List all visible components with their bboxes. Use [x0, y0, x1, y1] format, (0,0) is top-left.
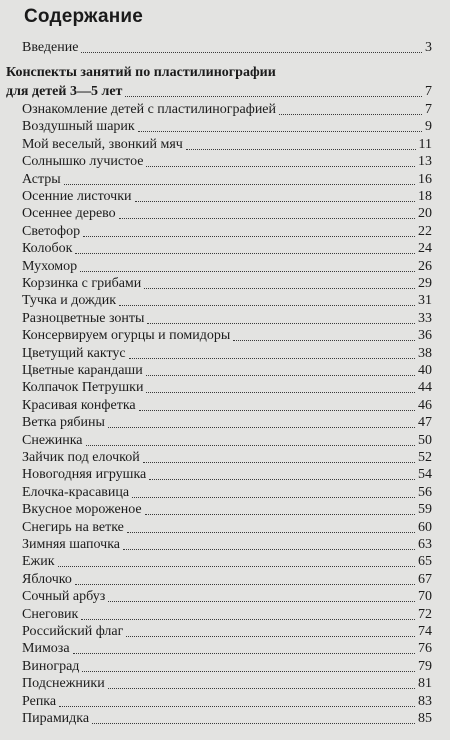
toc-entry-label: Цветущий кактус [22, 345, 126, 361]
toc-entry [22, 100, 432, 118]
toc-entry [22, 152, 432, 170]
dot-leader [81, 619, 415, 620]
toc-entry [22, 117, 432, 135]
toc-entry [22, 291, 432, 309]
toc-entry-label: Светофор [22, 223, 81, 239]
dot-leader [143, 462, 415, 463]
toc-entry-label: Ежик [22, 554, 55, 570]
toc-entry [22, 274, 432, 292]
toc-entry-page: 29 [418, 276, 432, 291]
toc-entry [22, 187, 432, 205]
dot-leader [86, 445, 415, 446]
toc-entry-page: 52 [418, 450, 432, 465]
toc-entry-page: 11 [418, 136, 432, 152]
dot-leader [108, 601, 415, 602]
dot-leader [83, 236, 415, 237]
dot-leader [138, 131, 422, 132]
toc-entry-page: 60 [418, 519, 432, 535]
toc-entry-page: 38 [418, 345, 432, 361]
page-title: Содержание [24, 6, 144, 27]
dot-leader [64, 184, 415, 185]
toc-entry [22, 239, 432, 257]
toc-entry [22, 500, 432, 518]
dot-leader [147, 323, 415, 324]
dot-leader [92, 723, 415, 724]
toc-entry-page: 85 [418, 711, 432, 726]
toc-entry-label: Зимняя шапочка [22, 537, 121, 552]
toc-entry-page: 31 [418, 293, 432, 309]
toc-entry [22, 326, 432, 344]
toc-entry-label: Зайчик под елочкой [22, 450, 140, 465]
toc-entry-page: 56 [418, 484, 432, 500]
section-heading-label: для детей 3—5 лет [6, 84, 123, 99]
dot-leader [127, 532, 415, 533]
dot-leader [73, 653, 415, 654]
toc-entry-page: 16 [418, 171, 432, 187]
toc-entry-label: Мой веселый, звонкий мяч [22, 136, 183, 152]
toc-entry [22, 605, 432, 623]
toc-entry-page: 50 [418, 432, 432, 448]
toc-entry [22, 657, 432, 675]
toc-entry-label: Подснежники [22, 676, 105, 692]
dot-leader [126, 636, 415, 637]
dot-leader [119, 218, 415, 219]
toc-entry-page: 18 [418, 189, 432, 204]
toc-entry-page: 74 [418, 624, 432, 639]
toc-entry-page: 76 [418, 641, 432, 657]
toc-entry-label: Яблочко [22, 571, 72, 587]
toc-entry [22, 413, 432, 431]
toc-entry-page: 79 [418, 658, 432, 674]
toc-entry-page: 9 [425, 119, 432, 135]
toc-entry-page: 47 [418, 415, 432, 431]
dot-leader [146, 375, 415, 376]
toc-entry [22, 378, 432, 396]
toc-entry-label: Тучка и дождик [22, 293, 117, 309]
toc-entry [22, 570, 432, 588]
toc-entry-page: 3 [425, 40, 432, 55]
toc-entry-label: Колобок [22, 241, 73, 257]
toc-entry [22, 692, 432, 710]
toc-entry-label: Воздушный шарик [22, 119, 135, 135]
toc-entry-page: 44 [418, 380, 432, 396]
toc-entry [22, 639, 432, 657]
dot-leader [123, 549, 415, 550]
dot-leader [125, 96, 422, 97]
toc-entry-label: Консервируем огурцы и помидоры [22, 328, 231, 344]
toc-entry [22, 344, 432, 362]
toc-entry [22, 552, 432, 570]
toc-entry-label: Введение [22, 40, 79, 55]
toc-entry [22, 709, 432, 727]
toc-entry-label: Колпачок Петрушки [22, 380, 144, 396]
toc-entry [22, 257, 432, 275]
toc-entry-label: Новогодняя игрушка [22, 467, 147, 483]
toc-entry-page: 83 [418, 693, 432, 709]
toc-entry-page: 63 [418, 537, 432, 552]
toc-entry-page: 72 [418, 606, 432, 622]
toc-entry-page: 65 [418, 554, 432, 570]
dot-leader [144, 288, 415, 289]
toc-entry [22, 674, 432, 692]
toc-entry [22, 135, 432, 153]
dot-leader [59, 706, 415, 707]
toc-entry [22, 431, 432, 449]
dot-leader [186, 149, 416, 150]
toc-entry [22, 587, 432, 605]
dot-leader [132, 497, 415, 498]
toc-entry-page: 67 [418, 571, 432, 587]
toc-entry-label: Осенние листочки [22, 189, 132, 204]
toc-entry-page: 22 [418, 223, 432, 239]
dot-leader [80, 271, 415, 272]
toc-entry-label: Снегирь на ветке [22, 519, 124, 535]
toc-entry-page: 40 [418, 363, 432, 378]
toc-entry-label: Корзинка с грибами [22, 276, 142, 291]
toc-entry [22, 483, 432, 501]
dot-leader [139, 410, 415, 411]
toc-entry-label: Цветные карандаши [22, 363, 143, 378]
toc-entry [22, 361, 432, 379]
toc-entry-label: Ознакомление детей с пластилинографией [22, 102, 277, 117]
toc-entry [22, 309, 432, 327]
toc-entry [22, 465, 432, 483]
toc-entry [22, 222, 432, 240]
toc-entry-page: 54 [418, 467, 432, 483]
dot-leader [146, 392, 415, 393]
dot-leader [146, 166, 415, 167]
toc-entry-label: Российский флаг [22, 624, 124, 639]
dot-leader [75, 253, 415, 254]
toc-entry-page: 70 [418, 589, 432, 605]
toc-entry [22, 622, 432, 640]
dot-leader [81, 52, 422, 53]
toc-entry-page: 59 [418, 502, 432, 518]
toc-entry-page: 7 [425, 102, 432, 117]
toc-entry-label: Пирамидка [22, 711, 90, 726]
toc-entry-label: Осеннее дерево [22, 206, 116, 222]
toc-entry [22, 170, 432, 188]
toc-entry-label: Астры [22, 171, 61, 187]
toc-entry [22, 448, 432, 466]
dot-leader [75, 584, 415, 585]
dot-leader [108, 688, 415, 689]
toc-entry-label: Ветка рябины [22, 415, 105, 431]
toc-entry-page: 13 [418, 154, 432, 170]
dot-leader [119, 305, 415, 306]
dot-leader [145, 514, 415, 515]
section-heading-page: 7 [425, 84, 432, 99]
dot-leader [135, 201, 416, 202]
section-heading-line1: Конспекты занятий по пластилинографии [6, 65, 276, 80]
toc-entry-label: Виноград [22, 658, 80, 674]
toc-entry-label: Солнышко лучистое [22, 154, 144, 170]
toc-entry-label: Мимоза [22, 641, 70, 657]
dot-leader [82, 671, 415, 672]
toc-entry-label: Елочка-красавица [22, 484, 130, 500]
toc-entry-page: 24 [418, 241, 432, 257]
dot-leader [279, 114, 422, 115]
toc-entry-intro [22, 38, 432, 56]
dot-leader [129, 358, 415, 359]
toc-entry-page: 26 [418, 258, 432, 274]
toc-entry-label: Сочный арбуз [22, 589, 106, 605]
toc-entry-page: 20 [418, 206, 432, 222]
dot-leader [108, 427, 415, 428]
toc-entry-label: Снежинка [22, 432, 83, 448]
dot-leader [233, 340, 415, 341]
dot-leader [58, 566, 415, 567]
toc-entry-label: Вкусное мороженое [22, 502, 142, 518]
toc-entry-page: 33 [418, 310, 432, 326]
toc-entry-page: 46 [418, 397, 432, 413]
toc-entry [22, 518, 432, 536]
toc-entry [22, 396, 432, 414]
toc-entry-page: 36 [418, 328, 432, 344]
toc-entry [22, 535, 432, 553]
dot-leader [149, 479, 415, 480]
toc-entry-label: Снеговик [22, 606, 79, 622]
toc-entry-page: 81 [418, 676, 432, 692]
section-heading-line2 [6, 82, 432, 100]
toc-entry-label: Репка [22, 693, 57, 709]
toc-entry-label: Мухомор [22, 258, 78, 274]
toc-entry-label: Красивая конфетка [22, 397, 136, 413]
toc-entry-label: Разноцветные зонты [22, 310, 145, 326]
toc-entry [22, 204, 432, 222]
